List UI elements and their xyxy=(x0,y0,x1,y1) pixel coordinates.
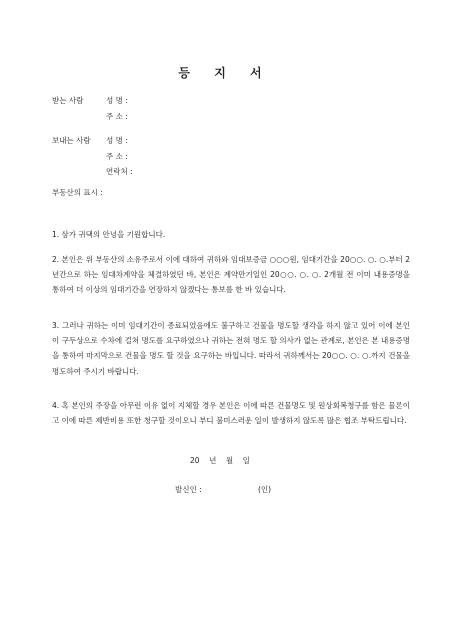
property-label: 부동산의 표시 : xyxy=(52,188,103,197)
sender-heading: 보내는 사람 xyxy=(52,136,91,145)
recipient-address-label: 주 소 : xyxy=(106,112,128,121)
signature-seal: (인) xyxy=(258,485,272,494)
sender-contact-label: 연락처 : xyxy=(106,167,133,176)
document-title: 등 지 서 xyxy=(178,66,272,80)
recipient-name-label: 성 명 : xyxy=(106,96,128,105)
paragraph-2: 2. 본인은 위 부동산의 소유주로서 이에 대하여 귀하와 임대보증금 ○○○원, 임대기간을 20○○. ○. ○.부터 2년간으로 하는 임대차계약을 체결하였던 바, 본인은 계약만기일인 20○○. ○. ○. 2개월 전 이미 내용증명을 통하여 더 이상의 임대기간을 연장하지 않겠다는 통보를 한 바 있습니다. xyxy=(52,255,410,295)
signature-label: 발신인 : xyxy=(175,485,202,494)
paragraph-1: 1. 삼가 귀댁의 안녕을 기원합니다. xyxy=(52,230,166,239)
recipient-heading: 받는 사람 xyxy=(52,96,84,105)
paragraph-4: 4. 혹 본인의 주장을 아무런 이유 없이 지체할 경우 본인은 이에 따른 건물명도 및 원상회복청구를 함은 물론이고 이에 따른 제반비용 또한 청구할 것이오니 부디 불미스러운 일이 발생하지 않도록 많은 협조 부탁드립니다. xyxy=(52,401,410,426)
date-line: 20 년 월 일 xyxy=(190,456,250,465)
sender-address-label: 주 소 : xyxy=(106,152,128,161)
paragraph-3: 3. 그러나 귀하는 이미 임대기간이 종료되었음에도 불구하고 건물을 명도할 생각을 하지 않고 있어 이에 본인이 구두상으로 수차에 걸쳐 명도를 요구하였으나 귀하는 전혀 명도 할 의사가 없는 관계로, 본인은 본 내용증명을 통하여 마지막으로 건물을 명도 할 것을 요구하는 바입니다. 따라서 귀하께서는 20○○. ○. ○.까지 건물을 명도하여 주시기 바랍니다. xyxy=(52,321,410,376)
sender-name-label: 성 명 : xyxy=(106,136,128,145)
